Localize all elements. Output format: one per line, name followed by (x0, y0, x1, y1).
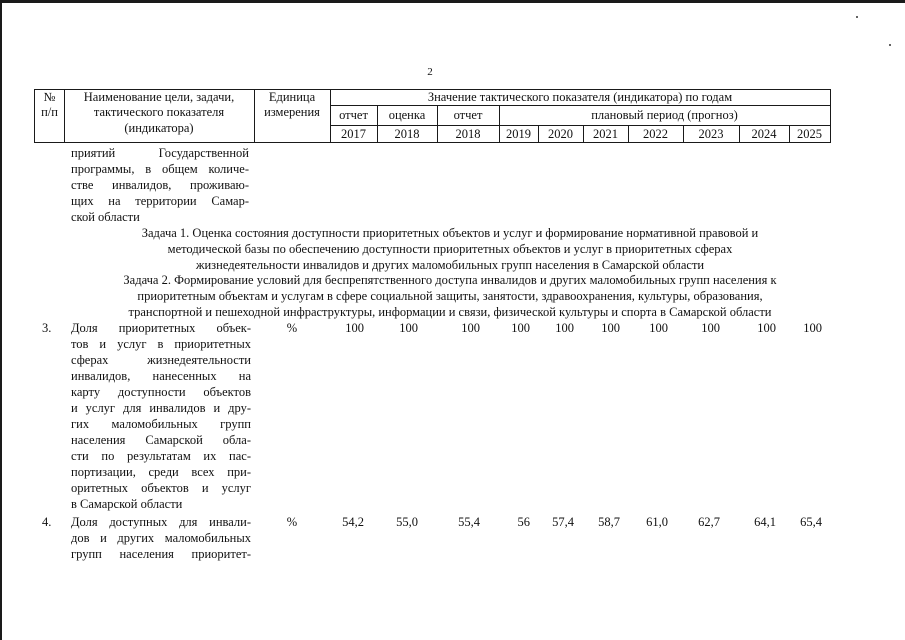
header-value-group: Значение тактического показателя (индикатора) по годам (427, 90, 733, 104)
row-value: 64,1 (754, 515, 776, 529)
row-unit: % (286, 321, 298, 335)
row-number: 4. (42, 515, 52, 529)
header-col-report: отчет (453, 108, 483, 122)
row-value: 57,4 (552, 515, 574, 529)
row-name-line: оритетных объектов и услуг (71, 481, 251, 495)
header-vline (830, 89, 831, 142)
header-year: 2018 (394, 127, 420, 141)
header-num-label: п/п (41, 105, 58, 119)
task-2-line: транспортной и пешеходной инфраструктуры, информации и связи, физической культуры и спорта в Самарской области (128, 305, 772, 319)
continuation-line: ской области (71, 210, 140, 224)
row-name-line: групп населения приоритет- (71, 547, 251, 561)
row-name-line: портизации, среди всех при- (71, 465, 251, 479)
row-value: 100 (399, 321, 418, 335)
row-name-line: сферах жизнедеятельности (71, 353, 251, 367)
header-year: 2022 (643, 127, 668, 141)
row-value: 100 (555, 321, 574, 335)
row-unit: % (286, 515, 298, 529)
header-name-label: (индикатора) (124, 121, 194, 135)
header-year: 2021 (593, 127, 618, 141)
header-name-label: тактического показателя (93, 105, 225, 119)
row-name-line: Доля доступных для инвали- (71, 515, 251, 529)
row-name-line: Доля приоритетных объек- (71, 321, 251, 335)
header-year: 2020 (548, 127, 573, 141)
row-value: 100 (461, 321, 480, 335)
row-name (71, 514, 251, 562)
task-2-heading (40, 272, 860, 320)
continuation-line: приятий Государственной (71, 146, 249, 160)
row-value: 61,0 (646, 515, 668, 529)
task-2-line: Задача 2. Формирование условий для беспрепятственного доступа инвалидов и других маломобильных групп населения к (123, 273, 777, 287)
scan-speck (889, 44, 891, 46)
continuation-line: стве инвалидов, проживаю- (71, 178, 249, 192)
header-unit-label: измерения (264, 105, 320, 119)
header-unit-label: Единица (268, 90, 316, 104)
task-1-line: жизнедеятельности инвалидов и других маломобильных групп населения в Самарской области (195, 258, 705, 272)
row-name-line: сти по результатам их пас- (71, 449, 251, 463)
task-2-line: приоритетным объектам и услугам в сфере социальной защиты, занятости, здравоохранения, культуры, образования, (137, 289, 763, 303)
row-value: 100 (511, 321, 530, 335)
header-planned-period: плановый период (прогноз) (591, 108, 738, 122)
row-value: 100 (701, 321, 720, 335)
row-value: 54,2 (342, 515, 364, 529)
row-value: 100 (345, 321, 364, 335)
header-year: 2025 (797, 127, 822, 141)
header-line-bottom (34, 142, 831, 143)
task-1-line: Задача 1. Оценка состояния доступности приоритетных объектов и услуг и формирование нормативной правовой и (141, 226, 759, 240)
header-name-label: Наименование цели, задачи, (83, 90, 235, 104)
continuation-text (71, 145, 249, 225)
row-value: 100 (601, 321, 620, 335)
header-line-mid (330, 105, 831, 106)
header-year: 2017 (341, 127, 366, 141)
row-name-line: в Самарской области (71, 497, 183, 511)
row-value: 100 (649, 321, 668, 335)
header-col-estimate: оценка (388, 108, 426, 122)
scan-speck (856, 16, 858, 18)
row-name-line: дов и других маломобильных (71, 531, 251, 545)
header-line-years (330, 125, 831, 126)
row-name-line: инвалидов, нанесенных на (71, 369, 251, 383)
header-year: 2023 (698, 127, 724, 141)
row-number: 3. (42, 321, 52, 335)
row-value: 55,0 (396, 515, 418, 529)
row-value: 100 (757, 321, 776, 335)
row-value: 62,7 (698, 515, 720, 529)
header-num-label: № (43, 90, 56, 104)
row-name-line: тов и услуг в приоритетных (71, 337, 251, 351)
continuation-line: программы, в общем количе- (71, 162, 249, 176)
scan-border-left (0, 0, 2, 640)
row-name-line: гих маломобильных групп (71, 417, 251, 431)
row-name-line: населения Самарской обла- (71, 433, 251, 447)
header-year: 2018 (455, 127, 481, 141)
row-value: 58,7 (598, 515, 620, 529)
task-1-heading (40, 225, 860, 273)
continuation-line: щих на территории Самар- (71, 194, 249, 208)
header-year: 2019 (506, 127, 531, 141)
row-value: 56 (517, 515, 530, 529)
row-value: 100 (803, 321, 822, 335)
row-name-line: и услуг для инвалидов и дру- (71, 401, 251, 415)
header-col-report: отчет (339, 108, 368, 122)
scan-border-top (0, 0, 905, 3)
task-1-line: методической базы по обеспечению доступности приоритетных объектов и услуг в приоритетных сферах (167, 242, 733, 256)
header-year: 2024 (751, 127, 777, 141)
row-name (71, 320, 251, 512)
row-value: 65,4 (800, 515, 822, 529)
row-value: 55,4 (458, 515, 480, 529)
row-name-line: карту доступности объектов (71, 385, 251, 399)
page-number: 2 (427, 66, 433, 78)
